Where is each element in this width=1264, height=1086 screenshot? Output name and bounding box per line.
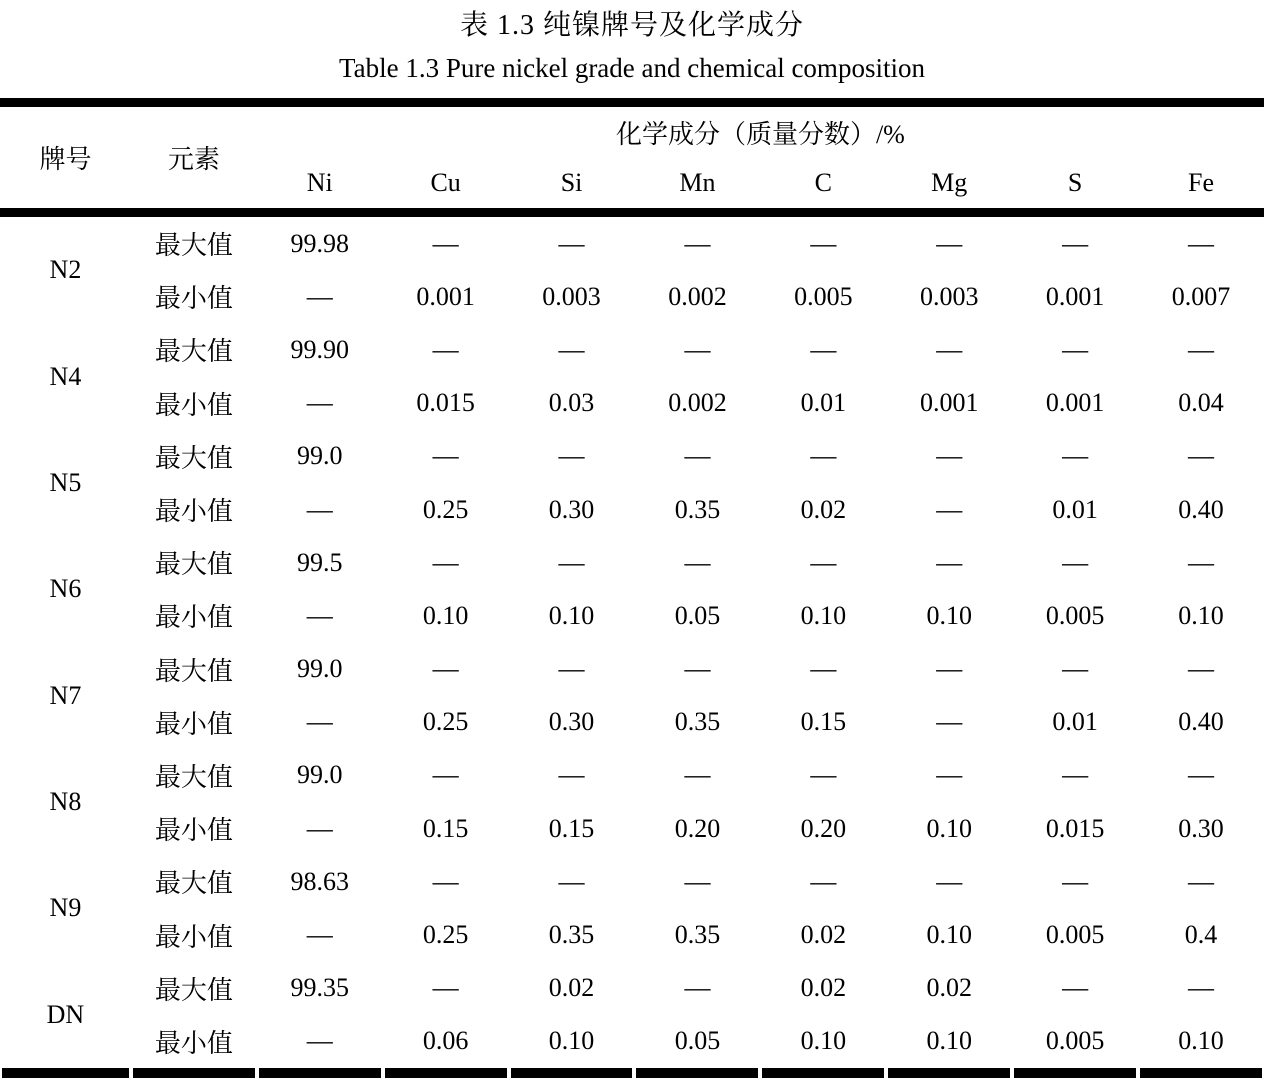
grade-group [0, 430, 1264, 536]
value-cell: 0.01 [1052, 707, 1098, 737]
value-cell: — [306, 281, 333, 311]
row-type-label: 最小值 [154, 922, 233, 952]
value-cell: — [1062, 441, 1089, 471]
value-cell: 0.20 [674, 813, 721, 843]
table-titles [0, 0, 1264, 98]
value-cell: 0.10 [1178, 600, 1224, 630]
value-cell: — [1062, 760, 1089, 790]
row-type-label: 最大值 [154, 231, 233, 261]
value-cell: 0.15 [548, 813, 595, 843]
value-cell: — [684, 334, 711, 364]
value-cell: 98.63 [290, 866, 349, 896]
row-type-label: 最大值 [154, 550, 233, 580]
grade-group [0, 749, 1264, 855]
bottom-rule-segment [636, 1068, 758, 1078]
value-cell: 0.007 [1171, 281, 1231, 311]
row-type-label: 最小值 [154, 284, 233, 314]
composition-header: 化学成分（质量分数）/% [615, 119, 905, 149]
row-type-label: 最大值 [154, 443, 233, 473]
bottom-rule-segment [385, 1068, 507, 1078]
value-cell: — [432, 973, 459, 1003]
value-cell: 0.35 [548, 920, 595, 950]
value-cell: 0.10 [926, 600, 972, 630]
element-header-fe: Fe [1188, 167, 1215, 197]
value-cell: — [936, 547, 963, 577]
value-cell: 0.02 [800, 494, 847, 524]
value-cell: — [684, 973, 711, 1003]
value-cell: 0.005 [1045, 920, 1105, 950]
value-cell: 0.10 [926, 1026, 972, 1056]
value-cell: — [558, 228, 585, 258]
value-cell: 0.05 [674, 1026, 721, 1056]
value-cell: — [684, 866, 711, 896]
grade-group [0, 962, 1264, 1068]
table-header [0, 107, 1264, 208]
grade-group [0, 536, 1264, 642]
row-type-label: 最小值 [154, 390, 233, 420]
top-rule [0, 98, 1264, 107]
value-cell: — [306, 920, 333, 950]
row-type-label: 最小值 [154, 709, 233, 739]
value-cell: — [432, 334, 459, 364]
value-cell: — [810, 760, 837, 790]
row-type-label: 最大值 [154, 975, 233, 1005]
value-cell: 0.30 [548, 494, 595, 524]
element-header-cu: Cu [430, 167, 461, 197]
grade-label: DN [46, 999, 85, 1029]
value-cell: — [1062, 973, 1089, 1003]
value-cell: 0.15 [800, 707, 847, 737]
value-cell: — [810, 441, 837, 471]
value-cell: 0.10 [800, 1026, 847, 1056]
value-cell: 0.40 [1178, 494, 1224, 524]
value-cell: — [1062, 228, 1089, 258]
grade-label: N7 [49, 680, 82, 710]
value-cell: — [558, 866, 585, 896]
row-type-label: 最小值 [154, 497, 233, 527]
value-cell: — [936, 707, 963, 737]
value-cell: — [1188, 866, 1215, 896]
value-cell: — [432, 760, 459, 790]
value-cell: 0.015 [416, 388, 475, 418]
value-cell: — [810, 547, 837, 577]
value-cell: 0.10 [800, 600, 847, 630]
value-cell: — [432, 866, 459, 896]
value-cell: 0.35 [674, 920, 721, 950]
value-cell: 0.01 [800, 388, 847, 418]
value-cell: 0.4 [1184, 920, 1218, 950]
value-cell: — [684, 441, 711, 471]
value-cell: 0.002 [668, 388, 727, 418]
grade-column-header: 牌号 [39, 145, 92, 174]
row-type-label: 最小值 [154, 1028, 233, 1058]
value-cell: — [936, 654, 963, 684]
value-cell: 99.0 [296, 441, 343, 471]
value-cell: 0.005 [1045, 1026, 1105, 1056]
value-cell: — [306, 388, 333, 418]
value-cell: — [1062, 654, 1089, 684]
value-cell: 99.98 [290, 228, 349, 258]
value-cell: 0.001 [919, 388, 979, 418]
grade-group [0, 217, 1264, 323]
value-cell: — [558, 760, 585, 790]
value-cell: 0.10 [422, 600, 469, 630]
grade-label: N2 [49, 255, 82, 285]
grade-group [0, 643, 1264, 749]
value-cell: 0.25 [422, 920, 469, 950]
value-cell: 0.02 [800, 920, 847, 950]
value-cell: 0.01 [1052, 494, 1098, 524]
value-cell: — [558, 547, 585, 577]
element-header-c: C [814, 167, 833, 197]
row-type-label: 最小值 [154, 816, 233, 846]
value-cell: — [1188, 228, 1215, 258]
value-cell: 0.30 [1178, 813, 1224, 843]
element-header-s: S [1067, 167, 1083, 197]
value-cell: 0.02 [800, 973, 847, 1003]
grade-label: N4 [49, 361, 82, 391]
value-cell: 0.35 [674, 494, 721, 524]
grade-group [0, 323, 1264, 429]
row-type-label: 最大值 [154, 869, 233, 899]
header-rule [0, 208, 1264, 217]
value-cell: 0.35 [674, 707, 721, 737]
value-cell: — [432, 441, 459, 471]
value-cell: 0.25 [422, 707, 469, 737]
value-cell: 0.30 [548, 707, 595, 737]
value-cell: 0.005 [794, 281, 853, 311]
value-cell: — [432, 654, 459, 684]
value-cell: 0.10 [926, 813, 972, 843]
element-header-si: Si [560, 167, 583, 197]
value-cell: — [558, 441, 585, 471]
value-cell: — [558, 654, 585, 684]
value-cell: — [1188, 334, 1215, 364]
bottom-rule-segment [762, 1068, 884, 1078]
value-cell: — [1188, 547, 1215, 577]
grade-label: N6 [49, 574, 82, 604]
grade-label: N5 [49, 467, 82, 497]
grade-label: N9 [49, 893, 82, 923]
row-type-label: 最大值 [154, 656, 233, 686]
bottom-rule-segment [2, 1068, 129, 1078]
value-cell: 0.001 [1045, 388, 1105, 418]
table-body [0, 217, 1264, 1068]
value-cell: 99.0 [296, 654, 343, 684]
value-cell: 0.20 [800, 813, 847, 843]
value-cell: 0.10 [926, 920, 972, 950]
value-cell: 0.015 [1045, 813, 1105, 843]
value-cell: 0.06 [422, 1026, 469, 1056]
value-cell: — [936, 760, 963, 790]
value-cell: 99.90 [290, 334, 349, 364]
value-cell: — [810, 228, 837, 258]
element-column-header: 元素 [167, 145, 220, 174]
bottom-rule-segment [259, 1068, 381, 1078]
bottom-rule-segment [1014, 1068, 1136, 1078]
element-header-mg: Mg [931, 167, 968, 197]
bottom-rule-segment [133, 1068, 255, 1078]
value-cell: 0.002 [668, 281, 727, 311]
value-cell: 0.40 [1178, 707, 1224, 737]
grade-label: N8 [49, 787, 82, 817]
grade-group [0, 855, 1264, 961]
value-cell: — [1188, 441, 1215, 471]
bottom-rule-segment [1140, 1068, 1262, 1078]
bottom-rule-segment [511, 1068, 633, 1078]
table-title-chinese: 表 1.3 纯镍牌号及化学成分 [459, 10, 804, 41]
value-cell: — [936, 334, 963, 364]
value-cell: 99.5 [296, 547, 343, 577]
row-type-label: 最大值 [154, 337, 233, 367]
value-cell: 99.35 [290, 973, 349, 1003]
value-cell: — [306, 1026, 333, 1056]
value-cell: — [1188, 760, 1215, 790]
value-cell: 0.02 [548, 973, 595, 1003]
element-header-mn: Mn [679, 167, 716, 197]
bottom-rule-segment [888, 1068, 1010, 1078]
value-cell: 0.15 [422, 813, 469, 843]
element-header-ni: Ni [306, 167, 333, 197]
value-cell: — [936, 228, 963, 258]
value-cell: — [936, 866, 963, 896]
row-type-label: 最小值 [154, 603, 233, 633]
value-cell: — [684, 760, 711, 790]
value-cell: — [810, 334, 837, 364]
value-cell: — [684, 228, 711, 258]
value-cell: 0.10 [548, 600, 595, 630]
value-cell: — [1188, 654, 1215, 684]
value-cell: — [558, 334, 585, 364]
value-cell: 0.003 [542, 281, 601, 311]
value-cell: 0.02 [926, 973, 972, 1003]
value-cell: — [306, 494, 333, 524]
value-cell: — [684, 654, 711, 684]
value-cell: — [684, 547, 711, 577]
value-cell: — [936, 441, 963, 471]
value-cell: — [810, 654, 837, 684]
value-cell: 0.05 [674, 600, 721, 630]
value-cell: — [306, 707, 333, 737]
value-cell: 0.10 [1178, 1026, 1224, 1056]
value-cell: 0.001 [1045, 281, 1105, 311]
row-type-label: 最大值 [154, 762, 233, 792]
table-title-english: Table 1.3 Pure nickel grade and chemical composition [339, 53, 925, 83]
value-cell: — [306, 813, 333, 843]
value-cell: 0.03 [548, 388, 595, 418]
value-cell: 99.0 [296, 760, 343, 790]
value-cell: 0.003 [919, 281, 979, 311]
value-cell: — [936, 494, 963, 524]
value-cell: — [1062, 547, 1089, 577]
value-cell: — [306, 600, 333, 630]
value-cell: 0.005 [1045, 600, 1105, 630]
value-cell: 0.25 [422, 494, 469, 524]
value-cell: — [1062, 334, 1089, 364]
value-cell: — [810, 866, 837, 896]
value-cell: 0.10 [548, 1026, 595, 1056]
value-cell: — [432, 547, 459, 577]
value-cell: — [432, 228, 459, 258]
value-cell: — [1188, 973, 1215, 1003]
bottom-rule [0, 1068, 1264, 1078]
value-cell: — [1062, 866, 1089, 896]
value-cell: 0.04 [1178, 388, 1224, 418]
value-cell: 0.001 [416, 281, 475, 311]
